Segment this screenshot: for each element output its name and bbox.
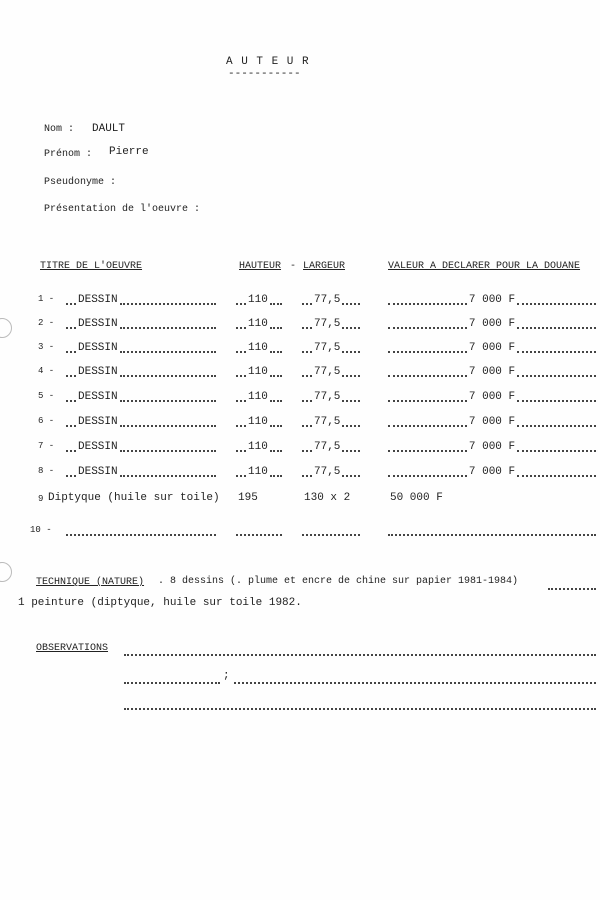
row-title: DESSIN	[78, 391, 118, 403]
dotted-leader	[517, 327, 596, 329]
row-title: DESSIN	[78, 366, 118, 378]
row-title: DESSIN	[78, 466, 118, 478]
row-valeur-cell	[388, 414, 596, 430]
row-hauteur-cell	[236, 292, 282, 308]
dotted-leader	[302, 375, 312, 377]
row-title: DESSIN	[78, 342, 118, 354]
row-hauteur-cell	[236, 464, 282, 480]
nom-label: Nom :	[44, 124, 75, 135]
dotted-leader	[388, 375, 467, 377]
row-largeur: 77,5	[314, 391, 341, 403]
row-valeur-cell	[388, 439, 596, 455]
dotted-leader	[342, 425, 360, 427]
title-underline: -----------	[228, 68, 301, 80]
header-largeur: LARGEUR	[303, 261, 346, 272]
dotted-leader	[342, 327, 360, 329]
row-hauteur: 110	[248, 342, 268, 354]
dotted-leader	[517, 475, 596, 477]
row-largeur: 77,5	[314, 318, 341, 330]
row-title-cell	[66, 464, 216, 480]
dotted-leader	[120, 375, 216, 377]
dotted-leader	[302, 534, 360, 536]
dotted-leader	[388, 303, 467, 305]
observations-line-3	[124, 708, 596, 710]
row-hauteur-cell	[236, 439, 282, 455]
dotted-leader	[388, 425, 467, 427]
row-largeur-cell	[302, 292, 360, 308]
technique-line-2: 1 peinture (diptyque, huile sur toile 1982.	[18, 597, 302, 609]
dotted-leader	[120, 303, 216, 305]
row-number: 3 -	[38, 342, 55, 352]
row-title: DESSIN	[78, 416, 118, 428]
technique-dotted-line	[548, 588, 596, 590]
row-valeur: 7 000 F	[468, 416, 516, 428]
row-valeur-cell	[388, 490, 596, 506]
dotted-leader	[342, 400, 360, 402]
dotted-leader	[302, 303, 312, 305]
dotted-leader	[66, 425, 76, 427]
row-valeur-cell	[388, 292, 596, 308]
dotted-leader	[236, 327, 246, 329]
row-hauteur-cell	[236, 490, 282, 506]
dotted-leader	[302, 425, 312, 427]
dotted-leader	[270, 351, 282, 353]
row-valeur-cell	[388, 340, 596, 356]
dotted-leader	[342, 475, 360, 477]
header-separator: -	[290, 261, 297, 272]
observations-line-1	[124, 654, 596, 656]
row-hauteur: 110	[248, 366, 268, 378]
dotted-leader	[517, 303, 596, 305]
row-number: 9	[38, 494, 44, 504]
table-row	[36, 340, 596, 356]
dotted-leader	[270, 327, 282, 329]
pseudonyme-label: Pseudonyme :	[44, 177, 117, 188]
observations-line-2a	[124, 682, 220, 684]
dotted-leader	[388, 327, 467, 329]
dotted-leader	[517, 425, 596, 427]
row-largeur-cell	[302, 523, 360, 539]
row-number: 2 -	[38, 318, 55, 328]
dotted-leader	[236, 351, 246, 353]
dotted-leader	[342, 351, 360, 353]
dotted-leader	[66, 534, 216, 536]
dotted-leader	[270, 303, 282, 305]
row-largeur: 77,5	[314, 366, 341, 378]
row-hauteur-cell	[236, 316, 282, 332]
dotted-leader	[270, 475, 282, 477]
punch-hole	[0, 562, 12, 582]
row-largeur: 130 x 2	[304, 492, 351, 504]
row-title-cell	[46, 490, 234, 506]
row-number: 5 -	[38, 391, 55, 401]
dotted-leader	[270, 450, 282, 452]
row-number: 1 -	[38, 294, 55, 304]
dotted-leader	[388, 534, 596, 536]
row-number: 10 -	[30, 525, 52, 535]
row-valeur-cell	[388, 464, 596, 480]
observations-mark: ;	[223, 670, 230, 682]
row-title-cell	[66, 364, 216, 380]
row-title-cell	[66, 414, 216, 430]
technique-line-1: . 8 dessins (. plume et encre de chine sur papier 1981-1984)	[158, 576, 519, 587]
row-valeur: 7 000 F	[468, 366, 516, 378]
row-valeur: 7 000 F	[468, 342, 516, 354]
row-valeur: 7 000 F	[468, 441, 516, 453]
table-row	[36, 439, 596, 455]
row-largeur: 77,5	[314, 342, 341, 354]
dotted-leader	[342, 375, 360, 377]
row-title: DESSIN	[78, 294, 118, 306]
row-valeur-cell	[388, 389, 596, 405]
dotted-leader	[120, 425, 216, 427]
row-valeur-cell	[388, 523, 596, 539]
row-hauteur: 195	[238, 492, 258, 504]
row-title-cell	[66, 316, 216, 332]
dotted-leader	[66, 450, 76, 452]
dotted-leader	[388, 475, 467, 477]
dotted-leader	[302, 400, 312, 402]
table-row	[36, 364, 596, 380]
row-largeur: 77,5	[314, 441, 341, 453]
prenom-label: Prénom :	[44, 149, 93, 160]
row-hauteur: 110	[248, 466, 268, 478]
header-titre: TITRE DE L'OEUVRE	[40, 261, 143, 272]
row-largeur: 77,5	[314, 294, 341, 306]
row-number: 8 -	[38, 466, 55, 476]
dotted-leader	[236, 450, 246, 452]
dotted-leader	[236, 375, 246, 377]
row-valeur: 7 000 F	[468, 294, 516, 306]
row-hauteur-cell	[236, 340, 282, 356]
table-row	[36, 490, 596, 506]
punch-hole	[0, 318, 12, 338]
header-hauteur: HAUTEUR	[239, 261, 282, 272]
row-number: 7 -	[38, 441, 55, 451]
row-largeur-cell	[302, 340, 360, 356]
row-largeur-cell	[302, 389, 360, 405]
dotted-leader	[388, 400, 467, 402]
dotted-leader	[66, 400, 76, 402]
presentation-label: Présentation de l'oeuvre :	[44, 204, 201, 215]
row-largeur-cell	[302, 464, 360, 480]
row-title: Diptyque (huile sur toile)	[48, 492, 220, 504]
dotted-leader	[517, 351, 596, 353]
row-valeur: 7 000 F	[468, 466, 516, 478]
dotted-leader	[517, 375, 596, 377]
row-title-cell	[66, 523, 216, 539]
dotted-leader	[302, 475, 312, 477]
dotted-leader	[270, 400, 282, 402]
dotted-leader	[388, 351, 467, 353]
row-largeur-cell	[302, 364, 360, 380]
header-valeur: VALEUR A DECLARER POUR LA DOUANE	[388, 261, 581, 272]
table-row	[36, 316, 596, 332]
row-hauteur: 110	[248, 416, 268, 428]
dotted-leader	[66, 351, 76, 353]
dotted-leader	[270, 425, 282, 427]
dotted-leader	[120, 327, 216, 329]
dotted-leader	[302, 327, 312, 329]
dotted-leader	[66, 375, 76, 377]
row-hauteur: 110	[248, 318, 268, 330]
dotted-leader	[236, 303, 246, 305]
row-number: 6 -	[38, 416, 55, 426]
row-hauteur-cell	[236, 364, 282, 380]
nom-value: DAULT	[92, 123, 126, 135]
row-largeur: 77,5	[314, 466, 341, 478]
table-row	[36, 414, 596, 430]
dotted-leader	[342, 303, 360, 305]
row-largeur-cell	[302, 316, 360, 332]
row-hauteur-cell	[236, 523, 282, 539]
table-row	[36, 292, 596, 308]
dotted-leader	[236, 425, 246, 427]
row-title: DESSIN	[78, 318, 118, 330]
row-hauteur-cell	[236, 414, 282, 430]
dotted-leader	[388, 450, 467, 452]
dotted-leader	[120, 475, 216, 477]
technique-label: TECHNIQUE (NATURE)	[36, 577, 145, 588]
row-largeur-cell	[302, 490, 360, 506]
dotted-leader	[342, 450, 360, 452]
dotted-leader	[236, 400, 246, 402]
row-title-cell	[66, 340, 216, 356]
observations-line-2b	[234, 682, 596, 684]
dotted-leader	[120, 450, 216, 452]
row-largeur: 77,5	[314, 416, 341, 428]
row-valeur-cell	[388, 364, 596, 380]
row-hauteur: 110	[248, 391, 268, 403]
table-row	[36, 464, 596, 480]
row-valeur: 50 000 F	[390, 492, 443, 504]
row-number: 4 -	[38, 366, 55, 376]
row-valeur: 7 000 F	[468, 391, 516, 403]
page-title: A U T E U R	[226, 56, 310, 68]
observations-label: OBSERVATIONS	[36, 643, 109, 654]
row-hauteur: 110	[248, 441, 268, 453]
row-valeur-cell	[388, 316, 596, 332]
row-title-cell	[66, 292, 216, 308]
row-valeur: 7 000 F	[468, 318, 516, 330]
dotted-leader	[66, 303, 76, 305]
table-row	[30, 523, 596, 539]
dotted-leader	[120, 351, 216, 353]
row-hauteur: 110	[248, 294, 268, 306]
row-title-cell	[66, 439, 216, 455]
dotted-leader	[66, 327, 76, 329]
dotted-leader	[270, 375, 282, 377]
row-largeur-cell	[302, 439, 360, 455]
dotted-leader	[66, 475, 76, 477]
dotted-leader	[120, 400, 216, 402]
row-largeur-cell	[302, 414, 360, 430]
row-hauteur-cell	[236, 389, 282, 405]
dotted-leader	[236, 534, 282, 536]
row-title-cell	[66, 389, 216, 405]
dotted-leader	[517, 400, 596, 402]
prenom-value: Pierre	[109, 146, 149, 158]
dotted-leader	[517, 450, 596, 452]
dotted-leader	[302, 351, 312, 353]
row-title: DESSIN	[78, 441, 118, 453]
dotted-leader	[236, 475, 246, 477]
dotted-leader	[302, 450, 312, 452]
table-row	[36, 389, 596, 405]
